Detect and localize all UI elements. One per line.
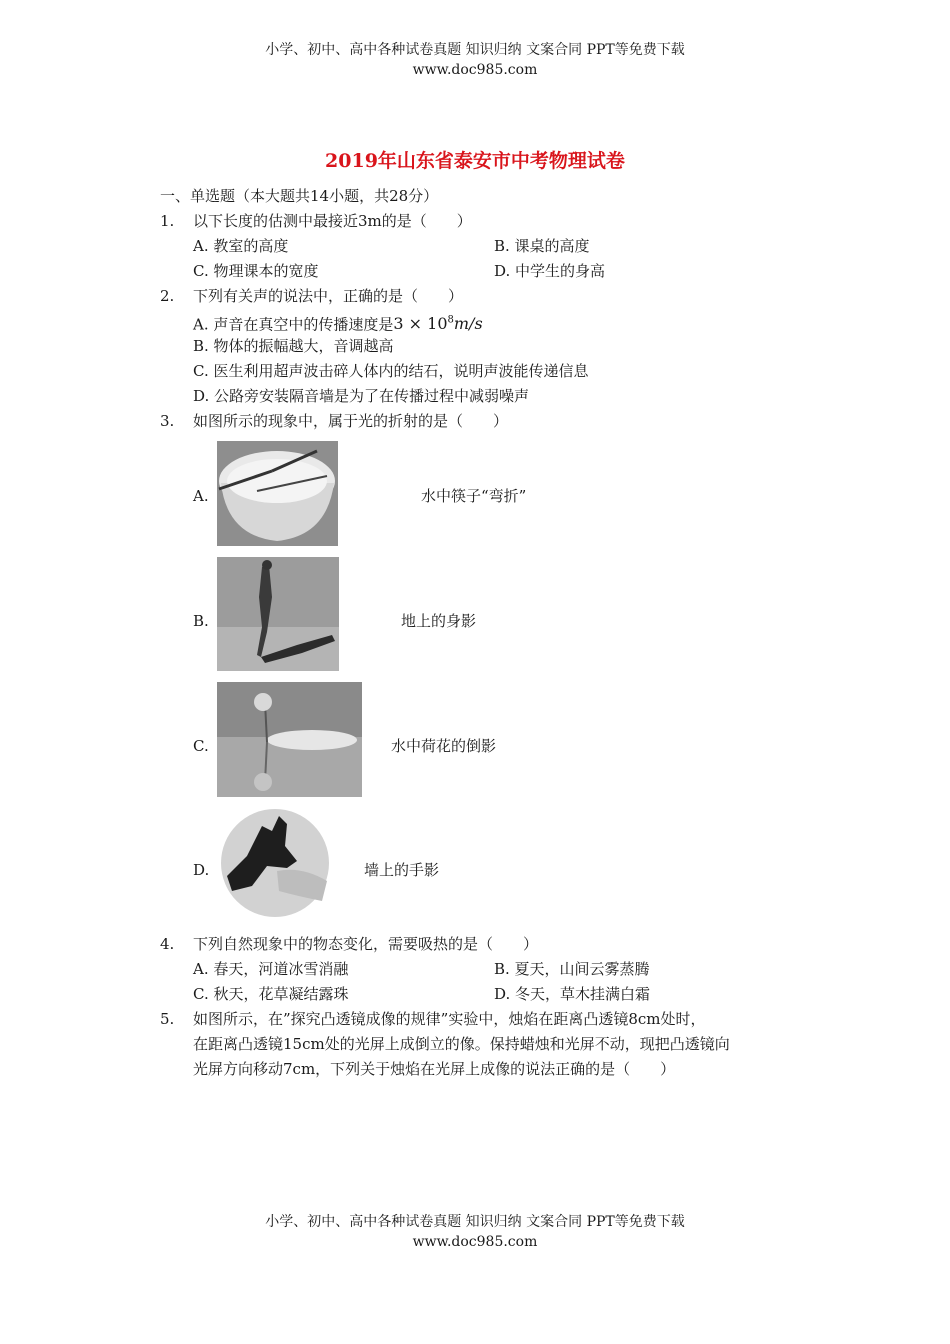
section-heading: 一、单选题（本大题共14小题，共28分） xyxy=(160,187,439,205)
question-text: 如图所示的现象中，属于光的折射的是（ ） xyxy=(193,412,509,430)
option-d: D. 冬天，草木挂满白霜 xyxy=(494,985,651,1003)
formula-base: 3 × 10 xyxy=(393,314,448,334)
option-a-text: A. 声音在真空中的传播速度是 xyxy=(193,315,394,334)
option-d-letter: D. xyxy=(193,861,210,879)
option-b-letter: B. xyxy=(193,612,209,630)
option-a: A. 春天，河道冰雪消融 xyxy=(193,960,349,978)
option-c: C. 物理课本的宽度 xyxy=(193,262,319,280)
lotus-reflection-image xyxy=(217,682,362,797)
question-text-line-2: 在距离凸透镜15cm处的光屏上成倒立的像。保持蜡烛和光屏不动，现把凸透镜向 xyxy=(193,1035,730,1053)
option-b-caption: 地上的身影 xyxy=(401,612,477,630)
question-number: 4. xyxy=(160,935,175,953)
header-url[interactable]: www.doc985.com xyxy=(412,62,538,78)
option-a-letter: A. xyxy=(193,487,209,505)
question-text: 以下长度的估测中最接近3m的是（ ） xyxy=(193,212,472,230)
hand-shadow-image xyxy=(217,806,334,921)
formula-unit: m/s xyxy=(453,314,483,334)
option-b: B. 夏天，山间云雾蒸腾 xyxy=(494,960,650,978)
option-d: D. 中学生的身高 xyxy=(494,262,606,280)
footer-url[interactable]: www.doc985.com xyxy=(412,1234,538,1250)
question-number: 5. xyxy=(160,1010,175,1028)
question-number: 3. xyxy=(160,412,175,430)
question-text-line-1: 如图所示，在”探究凸透镜成像的规律”实验中，烛焰在距离凸透镜8cm处时， xyxy=(193,1010,706,1028)
question-text-line-3: 光屏方向移动7cm，下列关于烛焰在光屏上成像的说法正确的是（ ） xyxy=(193,1060,676,1078)
formula-exponent: 8 xyxy=(447,315,454,326)
option-c-caption: 水中荷花的倒影 xyxy=(391,737,497,755)
option-b: B. 物体的振幅越大，音调越高 xyxy=(193,337,394,355)
option-d-caption: 墙上的手影 xyxy=(364,861,440,879)
option-a xyxy=(193,311,483,334)
bowl-chopsticks-image xyxy=(217,441,338,546)
option-d: D. 公路旁安装隔音墙是为了在传播过程中减弱噪声 xyxy=(193,387,530,405)
header-slogan: 小学、初中、高中各种试卷真题 知识归纳 文案合同 PPT等免费下载 xyxy=(265,42,685,58)
question-number: 2. xyxy=(160,287,175,305)
option-c-letter: C. xyxy=(193,737,209,755)
footer-slogan: 小学、初中、高中各种试卷真题 知识归纳 文案合同 PPT等免费下载 xyxy=(265,1214,685,1230)
question-text: 下列自然现象中的物态变化，需要吸热的是（ ） xyxy=(193,935,539,953)
option-a: A. 教室的高度 xyxy=(193,237,289,255)
option-b: B. 课桌的高度 xyxy=(494,237,590,255)
question-number: 1. xyxy=(160,212,175,230)
question-text: 下列有关声的说法中，正确的是（ ） xyxy=(193,287,464,305)
page-title: 2019年山东省泰安市中考物理试卷 xyxy=(325,150,625,172)
ground-shadow-image xyxy=(217,557,339,671)
option-c: C. 秋天，花草凝结露珠 xyxy=(193,985,349,1003)
formula xyxy=(393,314,482,333)
option-c: C. 医生利用超声波击碎人体内的结石，说明声波能传递信息 xyxy=(193,362,589,380)
option-a-caption: 水中筷子“弯折” xyxy=(421,487,527,505)
